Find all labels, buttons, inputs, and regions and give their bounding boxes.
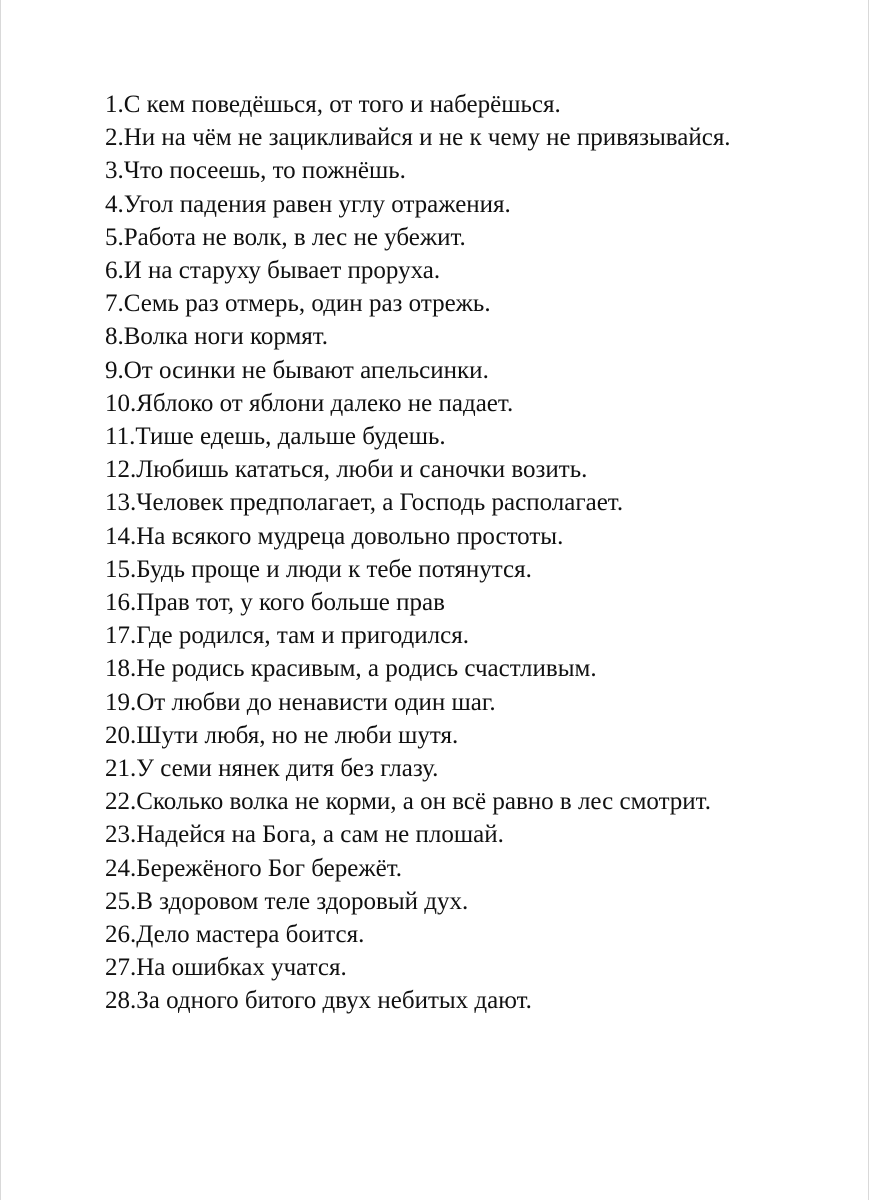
proverb-item: 1.С кем поведёшься, от того и наберёшься. <box>105 91 561 118</box>
proverb-item: 6.И на старуху бывает проруха. <box>105 257 441 285</box>
proverb-item: 21.У семи нянек дитя без глазу. <box>105 755 439 783</box>
proverb-item: 20.Шути любя, но не люби шутя. <box>105 721 459 749</box>
proverb-item: 17.Где родился, там и пригодился. <box>105 622 469 650</box>
proverb-item: 18.Не родись красивым, а родись счастливым. <box>105 655 597 683</box>
proverb-list <box>105 88 745 1018</box>
proverb-item: 9.От осинки не бывают апельсинки. <box>105 356 489 384</box>
proverb-item: 24.Бережёного Бог бережёт. <box>105 854 403 882</box>
proverb-item: 10.Яблоко от яблони далеко не падает. <box>105 389 514 417</box>
proverb-item: 16.Прав тот, у кого больше прав <box>105 589 445 617</box>
proverb-item: 23.Надейся на Бога, а сам не плошай. <box>105 821 504 849</box>
proverb-item: 5.Работа не волк, в лес не убежит. <box>105 223 466 251</box>
proverb-item: 7.Семь раз отмерь, один раз отрежь. <box>105 290 491 318</box>
proverb-item: 4.Угол падения равен углу отражения. <box>105 190 511 218</box>
proverb-item: 27.На ошибках учатся. <box>105 954 347 982</box>
proverb-item: 28.За одного битого двух небитых дают. <box>105 987 532 1015</box>
proverb-item: 11.Тише едешь, дальше будешь. <box>105 423 446 451</box>
proverb-item: 3.Что посеешь, то пожнёшь. <box>105 157 406 185</box>
proverb-item: 12.Любишь кататься, люби и саночки возить. <box>105 456 588 484</box>
proverb-item: 8.Волка ноги кормят. <box>105 323 329 351</box>
proverb-item: 13.Человек предполагает, а Господь располагает. <box>105 489 624 517</box>
proverb-item: 2.Ни на чём не зацикливайся и не к чему не привязывайся. <box>105 124 731 152</box>
proverb-item: 25.В здоровом теле здоровый дух. <box>105 887 469 915</box>
proverb-item: 22.Сколько волка не корми, а он всё равно в лес смотрит. <box>105 788 711 816</box>
proverb-item: 14.На всякого мудреца довольно простоты. <box>105 522 564 550</box>
proverb-item: 26.Дело мастера боится. <box>105 921 365 949</box>
proverb-item: 15.Будь проще и люди к тебе потянутся. <box>105 555 532 583</box>
proverb-item: 19.От любви до ненависти один шаг. <box>105 688 496 716</box>
